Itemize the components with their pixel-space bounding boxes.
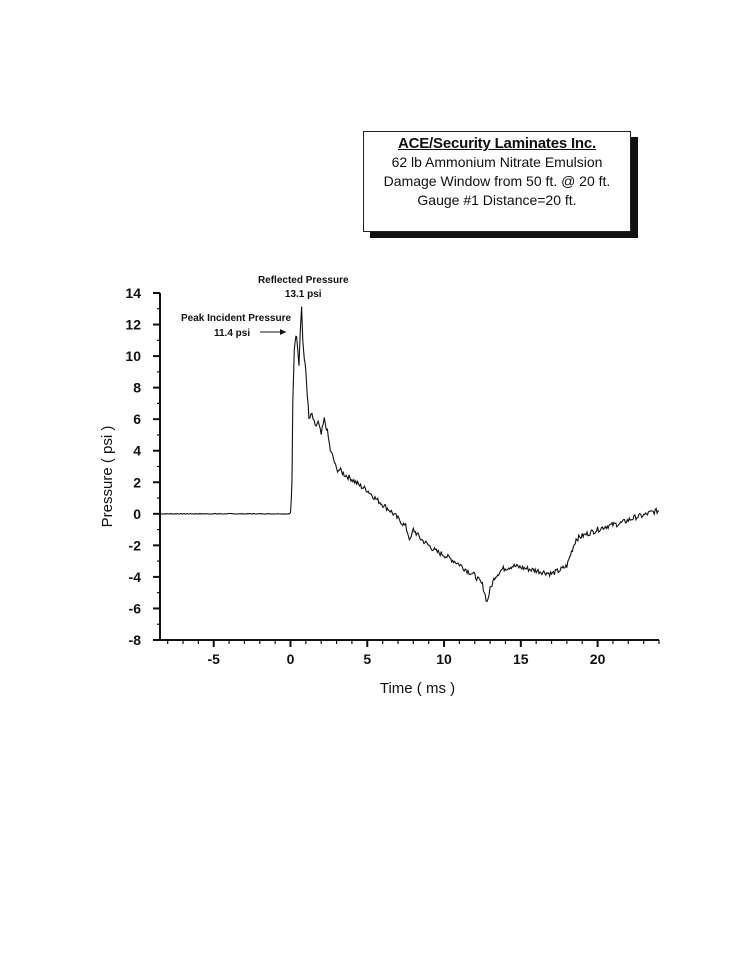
legend-line-charge: 62 lb Ammonium Nitrate Emulsion [391, 154, 603, 170]
peak-incident-arrow-head [280, 329, 286, 335]
x-tick-label: 10 [436, 651, 452, 667]
y-tick-label: 10 [125, 348, 141, 365]
legend-line-gauge: Gauge #1 Distance=20 ft. [417, 192, 577, 208]
x-tick-label: 5 [363, 651, 372, 667]
reflected-pressure-value: 13.1 psi [284, 289, 322, 301]
x-tick-label: 15 [513, 651, 529, 667]
y-tick-label: 8 [133, 379, 141, 396]
y-tick-label: -6 [128, 600, 141, 617]
annotation-layer [181, 275, 349, 339]
x-axis-title: Time ( ms ) [379, 680, 456, 697]
y-tick-label: 0 [133, 505, 141, 522]
x-tick-label: 0 [286, 651, 295, 667]
series-layer [160, 307, 659, 602]
y-tick-label: -4 [128, 568, 141, 585]
y-tick-label: 14 [125, 285, 141, 301]
y-tick-label: 6 [133, 411, 141, 428]
x-tick-label: 20 [589, 651, 606, 667]
company-name: ACE/Security Laminates Inc. [397, 135, 596, 152]
reflected-pressure-label: Reflected Pressure [257, 275, 349, 287]
y-tick-label: 12 [125, 316, 141, 333]
y-tick-label: 2 [133, 474, 141, 491]
chart-ticks [125, 285, 659, 667]
peak-incident-pressure-label: Peak Incident Pressure [181, 313, 292, 325]
y-tick-label: 4 [133, 442, 141, 459]
legend-line-window: Damage Window from 50 ft. @ 20 ft. [383, 173, 611, 189]
x-tick-label: -5 [207, 651, 220, 667]
chart-axes [160, 293, 659, 640]
y-axis-title: Pressure ( psi ) [99, 425, 116, 528]
peak-incident-pressure-value: 11.4 psi [213, 328, 251, 340]
y-tick-label: -2 [128, 537, 141, 554]
pressure-series-line [160, 307, 659, 602]
y-tick-label: -8 [128, 632, 141, 648]
